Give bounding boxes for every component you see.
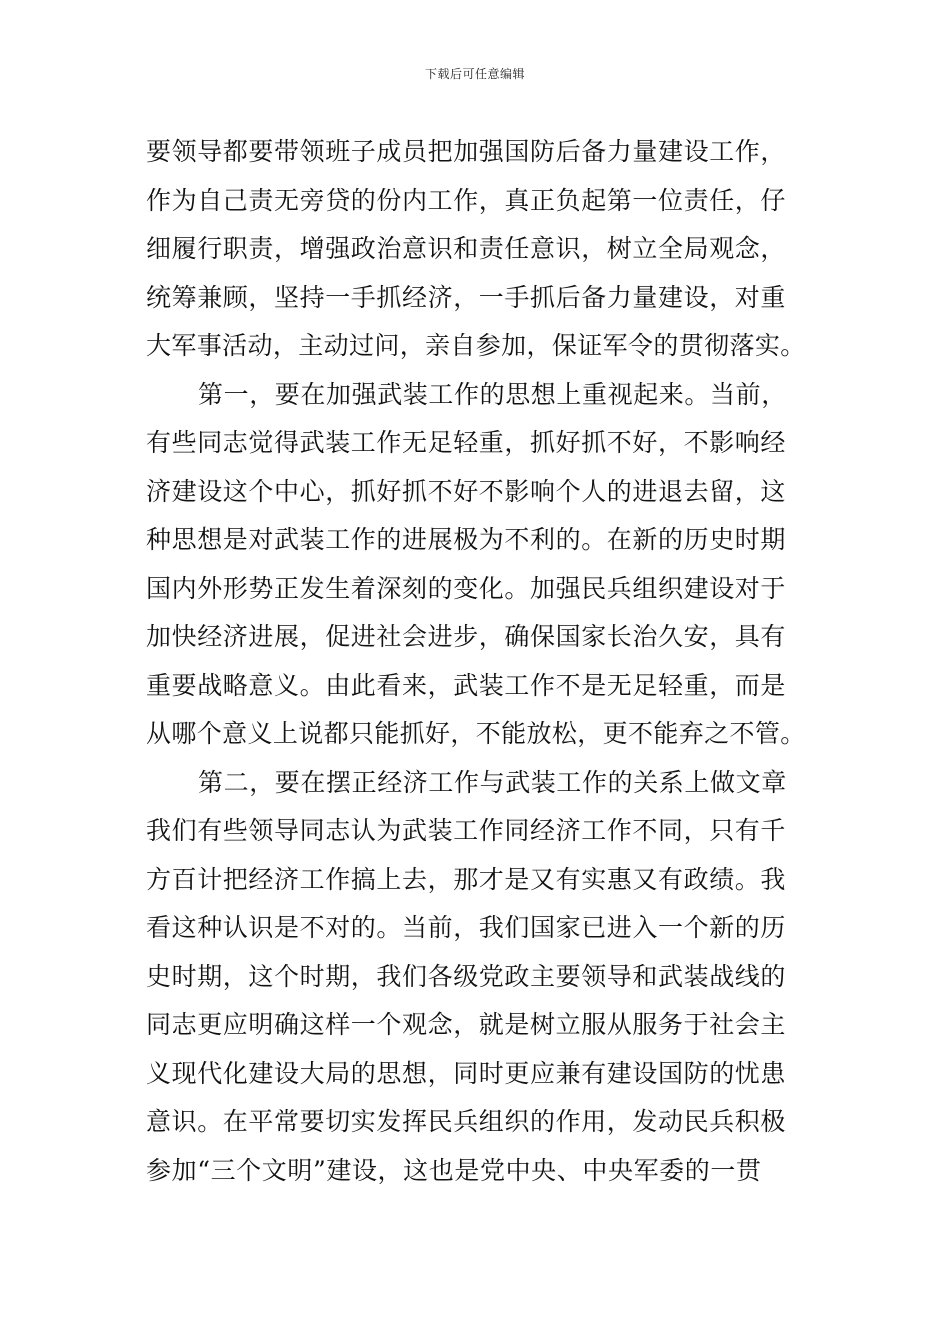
- text-line: 义现代化建设大局的思想，同时更应兼有建设国防的忧患: [146, 1058, 787, 1088]
- page-header: 下载后可任意编辑: [424, 67, 525, 81]
- paragraph-first-line: 第二，要在摆正经济工作与武装工作的关系上做文章: [198, 767, 787, 797]
- text-line: 济建设这个中心，抓好抓不好不影响个人的进退去留，这: [146, 476, 787, 506]
- text-line: 加快经济进展，促进社会进步，确保国家长治久安，具有: [146, 622, 787, 651]
- text-line: 意识。在平常要切实发挥民兵组织的作用，发动民兵积极: [146, 1107, 787, 1136]
- text-line: 大军事活动，主动过问，亲自参加，保证军令的贯彻落实。: [146, 331, 806, 360]
- text-line: 有些同志觉得武装工作无足轻重，抓好抓不好，不影响经: [146, 428, 787, 457]
- text-line: 作为自己责无旁贷的份内工作，真正负起第一位责任，仔: [146, 185, 787, 215]
- text-line: 要领导都要带领班子成员把加强国防后备力量建设工作，: [146, 137, 787, 166]
- text-line: 我们有些领导同志认为武装工作同经济工作不同，只有千: [146, 816, 787, 845]
- text-line: 参加“三个文明”建设，这也是党中央、中央军委的一贯: [146, 1155, 762, 1185]
- text-line: 重要战略意义。由此看来，武装工作不是无足轻重，而是: [146, 670, 787, 700]
- text-line: 看这种认识是不对的。当前，我们国家已进入一个新的历: [146, 913, 787, 942]
- text-line: 方百计把经济工作搞上去，那才是又有实惠又有政绩。我: [146, 864, 787, 894]
- document-body: [146, 128, 806, 1195]
- text-line: 种思想是对武装工作的进展极为不利的。在新的历史时期: [146, 525, 787, 554]
- text-line: 同志更应明确这样一个观念，就是树立服从服务于社会主: [146, 1010, 787, 1039]
- paragraph-first-line: 第一，要在加强武装工作的思想上重视起来。当前，: [198, 379, 787, 409]
- text-line: 从哪个意义上说都只能抓好，不能放松，更不能弃之不管。: [146, 719, 806, 748]
- text-line: 国内外形势正发生着深刻的变化。加强民兵组织建设对于: [146, 573, 787, 603]
- text-line: 统筹兼顾，坚持一手抓经济，一手抓后备力量建设，对重: [146, 282, 787, 312]
- text-line: 细履行职责，增强政治意识和责任意识，树立全局观念，: [146, 234, 787, 263]
- text-line: 史时期，这个时期，我们各级党政主要领导和武装战线的: [146, 961, 787, 991]
